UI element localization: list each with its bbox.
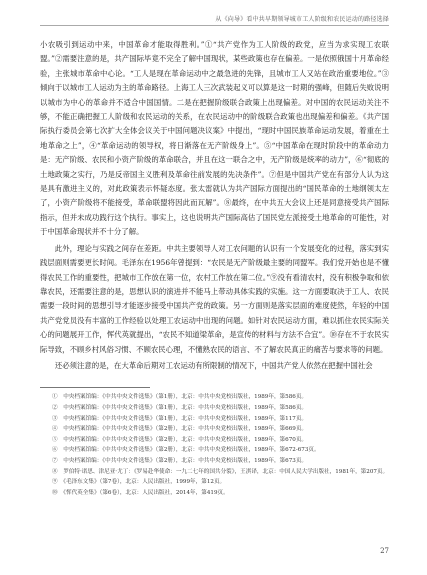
- page-content: [40, 38, 389, 498]
- paragraph-3: 还必须注意的是，在大革命后期对工农运动有所限制的情况下，中国共产党人依然在把握中国社会: [54, 360, 373, 370]
- footnote-5: ⑤ 中央档案馆编：《中共中央文件选集》（第2册），北京：中共中央党校出版社，1989年，第670页。: [52, 436, 308, 443]
- header-divider: [40, 25, 389, 26]
- paragraph-1: 小农吸引到运动中来，中国革命才能取得胜利。”①“共产党作为工人阶级的政党，应当为求实现工农联盟。”②需要注意的是，共产国际毕竟不完全了解中国现状，某些政策也存在偏差。一是依照俄国十月革命经验，主张城市革命中心论。“工人是现在革命运动中之最急进的先锋，且城市工人又站在政治重要地位。”③倾向于以城市工人运动为主的革命路径。上海工人三次武装起义可以算是这一时期的强峰，但随后失败说明以城市为中心的革命并不适合中国国情。二是在把握阶级联合政策上出现偏差。对中国的农民运动关注不够，不能正确把握工人阶级和农民运动的关系，在农民运动中的阶级联合政策也出现偏差和偏差。《共产国际执行委员会第七次扩大全体会议关于中国问题决议案》中提出，“现时中国民族革命运动发展，着重在土地革命之上”，④“革命运动的领导权，将日渐落在无产阶级身上”。⑤“中国革命在现时阶段中的革命动力是：无产阶级、农民和小资产阶级的革命联合，并且在这一联合之中，无产阶级是统率的动力”，⑥“彻底的土地政策之实行，乃是反帝国主义胜利及革命往前发展的先决条件”。⑦但是中国共产党在有部分人认为这是具有激进主义的，对此政策表示怀疑态度。张太雷就认为共产国际方面提出的“国民革命的土地纲领太左了，小资产阶级将不能接受，革命联盟将因此而瓦解”。⑧最终，在中共五大会议上还是同意接受共产国际指示，但并未成功践行这个执行。事实上，这也说明共产国际高估了国民党左派接受土地革命的可能性，对于中国革命现状并不十分了解。: [40, 40, 389, 237]
- footnote-10: ⑩ 《恽代英全集》（第6卷），北京：人民出版社，2014年，第419页。: [52, 489, 229, 496]
- running-header: 从《向导》看中共早期领导城市工人阶级和农民运动的路径选择: [215, 16, 389, 23]
- footnote-1: ① 中央档案馆编：《中共中央文件选集》（第1册），北京：中共中央党校出版社，1989年，第586页。: [52, 394, 308, 401]
- footnote-4: ④ 中央档案馆编：《中共中央文件选集》（第2册），北京：中共中央党校出版社，1989年，第669页。: [52, 426, 308, 433]
- footnote-8: ⑧ 罗伯特·诺思、津尼亚·尤丁：《罗易赴华使命：一九二七年的国共分裂》，王淇译，北京：中国人民大学出版社，1981年，第207页。: [52, 468, 389, 475]
- footnote-2: ② 中央档案馆编：《中共中央文件选集》（第1册），北京：中共中央党校出版社，1989年，第586页。: [52, 404, 308, 411]
- footnote-3: ③ 中央档案馆编：《中共中央文件选集》（第1册），北京：中共中央党校出版社，1989年，第117页。: [52, 415, 308, 422]
- footnote-6: ⑥ 中央档案馆编：《中共中央文件选集》（第2册），北京：中共中央党校出版社，1989年，第672-673页。: [52, 447, 320, 454]
- page-number: 27: [380, 547, 389, 555]
- footnote-list: [40, 392, 389, 498]
- footnote-divider: [40, 387, 150, 388]
- footnote-9: ⑨ 《毛泽东文集》（第7卷），北京：人民出版社，1999年，第12页。: [52, 479, 226, 486]
- footnote-7: ⑦ 中央档案馆编：《中共中央文件选集》（第2册），北京：中共中央党校出版社，1989年，第673页。: [52, 457, 308, 464]
- paragraph-2: 此外，理论与实践之间存在差距。中共主要领导人对工农问题的认识有一个发展变化的过程，落实到实践层面则需要更长时间。毛泽东在1956年曾提到：“农民是无产阶级最主要的同盟军。我们党开始也是不懂得农民工作的重要性，把城市工作放在第一位，农村工作放在第二位。”⑨没有看清农村，没有积极争取和依靠农民，还需要注意的是，思想认识的演进并不能马上带动具体实践的实施。这一方面要取决于工人、农民需要一段时间的思想引导才能逐步接受中国共产党的政策。另一方面则是落实层面的难度使然，年轻的中国共产党党员没有丰富的工作经验以处理工农运动中出现的问题。如针对农民运动方面，难以抓住农民实际关心的问题展开工作，恽代英就提出，“农民不知道梁革命，是宣传的材料与方法不合宜”。⑩存在不于农民实际导致，不顾乡村风俗习惯、不顾农民心理，不懂熟农民的语言、不了解农民真正的痛苦与要求等的问题。: [40, 243, 389, 354]
